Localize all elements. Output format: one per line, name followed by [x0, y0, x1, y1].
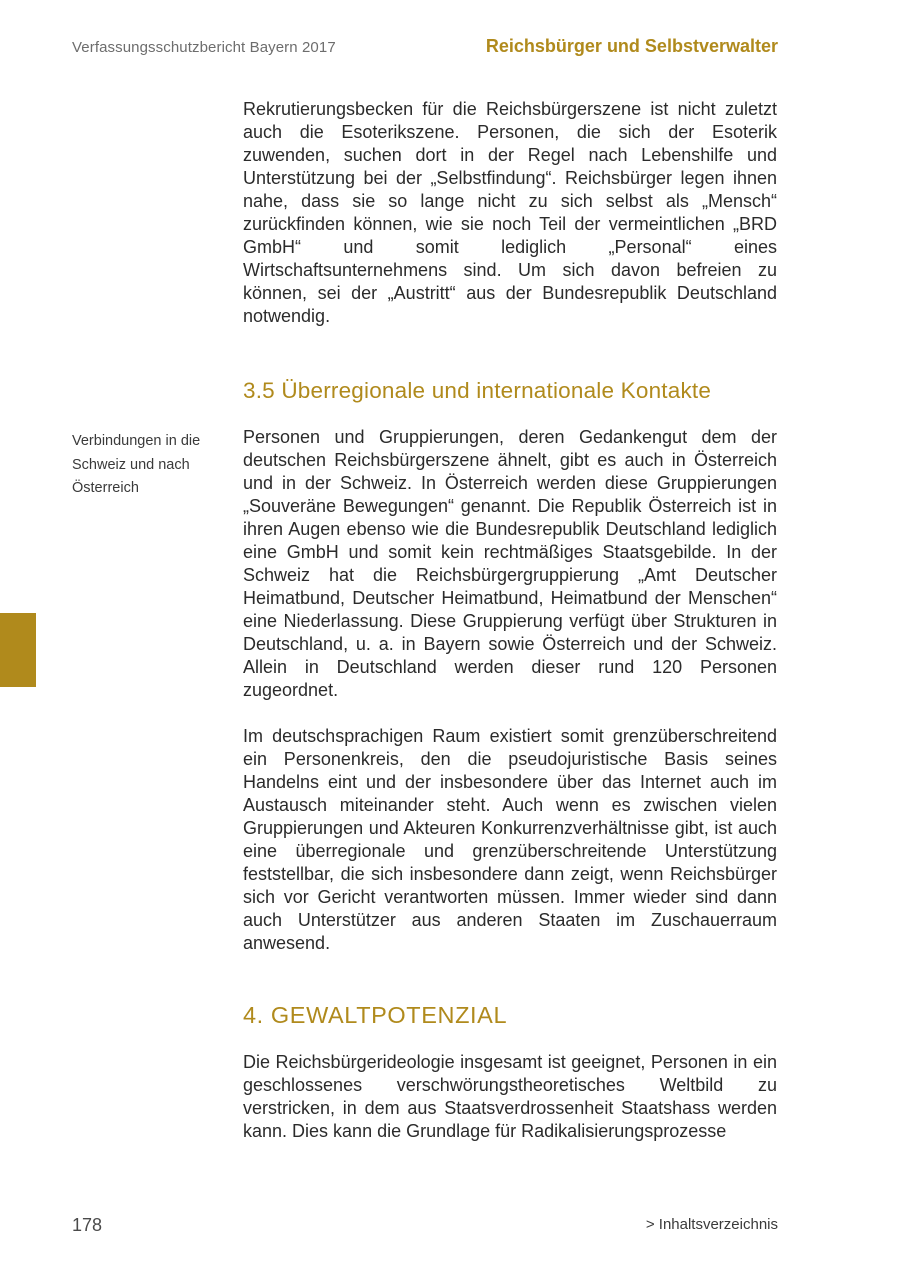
paragraph-violence: Die Reichsbürgerideologie insgesamt ist geeignet, Personen in ein geschlossenes verschwörungstheoretisches Weltbild zu verstricken, in dem aus Staatsverdrossenheit Staatshass werden kann. Dies kann die Grundlage für Radikalisierungsprozesse — [243, 1052, 777, 1141]
chapter-marker-tab — [0, 613, 36, 687]
section-heading-3-5: 3.5 Überregionale und internationale Kontakte — [243, 378, 712, 403]
toc-link[interactable]: > Inhaltsverzeichnis — [645, 1216, 778, 1233]
paragraph-contacts-1: Personen und Gruppierungen, deren Gedankengut dem der deutschen Reichsbürgerszene ähnelt, gibt es auch in Österreich und in der Schweiz. In Österreich werden diese Gruppierungen „Souveräne Bewegungen“ genannt. Die Republik Österreich ist in ihren Augen ebenso wie die Bundesrepublik Deutschland lediglich eine GmbH und somit kein rechtmäßiges Staatsgebilde. In der Schweiz hat die Reichsbürgergruppierung „Amt Deutscher Heimatbund, Deutscher Heimatbund, Heimatbund der Menschen“ eine Niederlassung. Diese Gruppierung verfügt über Strukturen in Deutschland, u. a. in Bayern sowie Österreich und der Schweiz. Allein in Deutschland werden dieser rund 120 Personen zugeordnet. — [243, 427, 777, 700]
main-content — [243, 98, 777, 1143]
margin-note: Verbindungen in die Schweiz und nach Österreich — [72, 433, 201, 496]
page-number: 178 — [72, 1215, 103, 1235]
section-heading-4: 4. GEWALTPOTENZIAL — [243, 1002, 508, 1028]
running-header-chapter: Reichsbürger und Selbstverwalter — [485, 36, 778, 56]
paragraph-intro: Rekrutierungsbecken für die Reichsbürgerszene ist nicht zuletzt auch die Esoterikszene. Personen, die sich der Esoterik zuwenden, suchen dort in der Regel nach Lebenshilfe und Unterstützung bei der „Selbstfindung“. Reichsbürger legen ihnen nahe, dass sie so lange nicht zu sich selbst als „Mensch“ zurückfinden können, wie sie noch Teil der vermeintlichen „BRD GmbH“ und somit lediglich „Personal“ eines Wirtschaftsunternehmens sind. Um sich davon befreien zu können, sei der „Austritt“ aus der Bundesrepublik Deutschland notwendig. — [243, 99, 777, 326]
paragraph-contacts-2: Im deutschsprachigen Raum existiert somit grenzüberschreitend ein Personenkreis, den die pseudojuristische Basis seines Handelns eint und der insbesondere über das Internet auch im Austausch miteinander steht. Auch wenn es zwischen vielen Gruppierungen und Akteuren Konkurrenzverhältnisse gibt, ist auch eine überregionale und grenzüberschreitende Unterstützung feststellbar, die sich insbesondere dann zeigt, wenn Reichsbürger sich vor Gericht verantworten müssen. Immer wieder sind dann auch Unterstützer aus anderen Staaten im Zuschauerraum anwesend. — [243, 726, 777, 953]
running-header-title: Verfassungsschutzbericht Bayern 2017 — [72, 39, 336, 56]
